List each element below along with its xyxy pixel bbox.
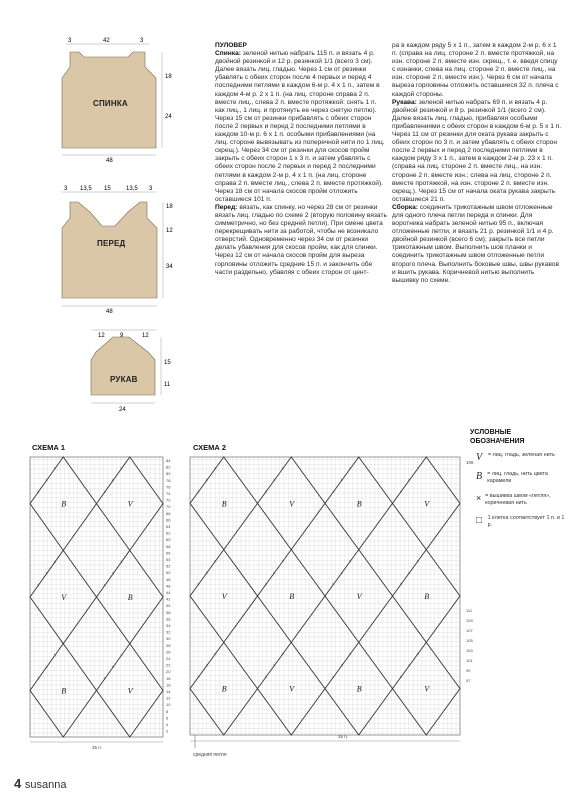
- embroidery-mark: ×: [196, 675, 200, 681]
- chart1-row-number: 10: [166, 702, 171, 708]
- embroidery-mark: ×: [36, 583, 40, 589]
- embroidery-mark: ×: [331, 582, 335, 588]
- legend-sym-b: B: [476, 471, 483, 482]
- embroidery-mark: ×: [340, 478, 344, 484]
- legend-sym-x: ×: [476, 493, 482, 503]
- chart2-row-number: 107: [466, 628, 473, 633]
- front-dim-seg3: 15: [104, 186, 111, 192]
- chart1-row-number: 12: [166, 695, 171, 701]
- chart1-row-number: 44: [166, 590, 171, 595]
- chart1-row-number: 4: [166, 722, 169, 727]
- embroidery-mark: ×: [205, 571, 209, 577]
- embroidery-mark: ×: [111, 572, 115, 578]
- embroidery-mark: ×: [196, 490, 200, 496]
- chart-symbol: B: [221, 499, 227, 509]
- sleeve-dim-t2: 9: [120, 333, 124, 339]
- back-dim-top-right: 3: [140, 38, 144, 44]
- sleeve-dim-side-a: 15: [164, 360, 171, 366]
- chart1-row-number: 2: [166, 728, 169, 734]
- chart1-row-number: 40: [166, 603, 171, 609]
- chart1-row-number: 20: [166, 669, 171, 675]
- embroidery-mark: ×: [264, 675, 268, 681]
- sleeve-dim-bottom: 24: [119, 407, 126, 413]
- chart2-width-label: 35 п.: [338, 734, 348, 739]
- chart1-row-number: 48: [166, 576, 171, 582]
- para-front: Перед: вязать, как спинку, но через 28 см от резинки вязать лиц. гладью по схеме 2 (вторую половину вязать симметрично, но без средней петли). При смене цвета перекрещивать нити за работой, чтобы не возникало отверстий. Одновременно через 34 см от резинки делать убавления для скосов пройм, как для спинки. Через 12 см от начала скосов пройм для выреза горловины отложить средние 15 п. и закончить обе части раздельно, убавляя с обеих сторон от цент-: [215, 203, 387, 276]
- embroidery-mark: ×: [213, 467, 217, 473]
- chart1-row-number: 50: [166, 570, 171, 576]
- chart1-row-number: 62: [166, 530, 171, 536]
- chart2-row-number: 97: [466, 678, 471, 683]
- chart2-row-number: 105: [466, 638, 473, 643]
- text-column-1: [215, 42, 387, 277]
- embroidery-mark: ×: [36, 677, 40, 683]
- page-number: 4: [14, 776, 22, 791]
- sleeve-dim-t1: 12: [98, 333, 105, 339]
- chart1-row-number: 74: [166, 491, 171, 496]
- chart-symbol: B: [356, 684, 362, 694]
- embroidery-mark: ×: [272, 571, 276, 577]
- back-dim-top-mid: 42: [103, 38, 110, 44]
- embroidery-mark: ×: [45, 665, 48, 671]
- chart-symbol: B: [61, 499, 67, 509]
- embroidery-mark: ×: [331, 490, 335, 496]
- chart1-row-number: 30: [166, 636, 171, 642]
- embroidery-mark: ×: [272, 664, 276, 669]
- embroidery-mark: ×: [348, 652, 352, 658]
- chart2-row-number: 101: [466, 658, 473, 663]
- embroidery-mark: ×: [53, 653, 57, 659]
- embroidery-mark: ×: [348, 559, 352, 565]
- chart-symbol: B: [424, 592, 430, 601]
- embroidery-mark: ×: [196, 582, 200, 588]
- embroidery-mark: ×: [340, 571, 344, 577]
- chart-symbol: V: [289, 499, 295, 509]
- embroidery-mark: ×: [399, 675, 403, 681]
- chart1-row-number: 6: [166, 715, 169, 721]
- legend-item-embroidery: × = вышивка швом «петля», коричневая нить: [476, 493, 551, 506]
- chart1-row-number: 34: [166, 623, 171, 628]
- legend-item-green: V = лиц. гладь, зеленая нить: [476, 452, 555, 463]
- front-dim-seg2: 13,5: [80, 186, 92, 192]
- embroidery-mark: ×: [416, 467, 420, 473]
- front-dim-side-a: 18: [166, 204, 173, 210]
- chart1-row-number: 16: [166, 682, 171, 688]
- chart-symbol: V: [424, 499, 430, 509]
- embroidery-mark: ×: [340, 664, 344, 669]
- legend-title: УСЛОВНЫЕ ОБОЗНАЧЕНИЯ: [470, 429, 525, 445]
- center-stitch-label: средняя петля: [193, 752, 227, 758]
- embroidery-mark: ×: [103, 583, 107, 589]
- front-schematic: [62, 186, 173, 315]
- embroidery-mark: ×: [281, 652, 285, 658]
- chart-symbol: V: [61, 593, 67, 602]
- chart1-row-number: 24: [166, 656, 171, 661]
- embroidery-mark: ×: [53, 560, 57, 566]
- embroidery-mark: ×: [348, 467, 352, 473]
- chart2-row-number: 111: [466, 608, 473, 613]
- legend: [476, 452, 568, 529]
- para-sleeves: Рукава: зеленой нитью набрать 69 п. и вязать 4 р. двойной резинкой и 8 р. резинкой 1/1 (всего 2 см). Далее вязать лиц. гладью, прибавляя особыми прибавлениями с обеих сторон в каждом 6-м р. 5 х 1 п. Через 11 см от резинки для оката рукава закрыть с обеих сторон по 3 п. и затем убавлять с обеих сторон после 2 первых и перед 2 последними петлями в каждом ряду 3 х 1 п., затем в каждом 2-м р. 23 х 1 п. (справа на лиц. стороне 2 п. вместе лиц., на изн. стороне 2 п. вместе изн.; слева на лиц. стороне 2 п. вместе протяжкой, на изн. стороне 2 п. вместе изн. скрещ.). Через 15 см от начала оката рукава закрыть оставшиеся 21 п.: [392, 98, 562, 203]
- embroidery-mark: ×: [281, 559, 285, 565]
- embroidery-mark: ×: [111, 665, 115, 671]
- front-dim-bottom: 48: [106, 309, 113, 315]
- chart-symbol: V: [356, 592, 362, 601]
- embroidery-mark: ×: [111, 478, 115, 484]
- chart-symbol: B: [61, 686, 67, 696]
- embroidery-mark: ×: [213, 652, 217, 658]
- chart-symbol: B: [356, 499, 362, 509]
- chart2-row-number: 99: [466, 668, 471, 673]
- chart1-row-number: 46: [166, 583, 171, 589]
- para-assembly: Сборка: соединить трикотажным швом отложенные для одного плеча петли переда и спинки. Для воротника набрать зеленой нитью 95 п., включая отложенные петли, и вязать 21 р. резинкой 1/1 и 4 р. двойной резинкой (всего 6 см); закрыть все петли трикотажным швом. Выполнить шов планки и соединить трикотажным швом отложенные петли второго плеча. Выполнить боковые швы, швы рукавов и вшить рукава. Коричневой нитью выполнить вышивку по схеме.: [392, 203, 559, 284]
- legend-sym-v: V: [476, 452, 483, 463]
- legend-item-caramel: B = лиц. гладь, нить цвета карамели: [476, 471, 548, 484]
- front-dim-seg4: 13,5: [126, 186, 138, 192]
- chart1-row-number: 78: [166, 477, 171, 483]
- chart1-row-number: 72: [166, 497, 171, 503]
- back-dim-top-left: 3: [68, 38, 72, 44]
- sleeve-dim-side-b: 11: [164, 382, 171, 388]
- sleeve-label: РУКАВ: [110, 375, 138, 384]
- sleeve-schematic: [91, 330, 171, 413]
- garment-schematics: [0, 0, 215, 420]
- chart1-row-number: 26: [166, 649, 171, 655]
- chart1-row-number: 68: [166, 510, 171, 516]
- footer: [14, 776, 66, 791]
- chart1-row-number: 28: [166, 642, 171, 648]
- chart1-row-number: 70: [166, 504, 171, 510]
- chart1-row-number: 18: [166, 675, 171, 681]
- brand: susanna: [24, 779, 67, 791]
- chart-symbol: V: [127, 499, 133, 509]
- embroidery-mark: ×: [264, 490, 268, 496]
- embroidery-mark: ×: [272, 478, 276, 484]
- embroidery-mark: ×: [45, 478, 48, 484]
- front-dim-side-c: 34: [166, 264, 173, 270]
- chart-symbol: V: [289, 684, 295, 694]
- embroidery-mark: ×: [416, 559, 420, 565]
- chart-symbol: V: [127, 686, 133, 696]
- title: ПУЛОВЕР: [215, 42, 247, 49]
- back-label: СПИНКА: [93, 99, 128, 108]
- embroidery-mark: ×: [36, 490, 40, 496]
- embroidery-mark: ×: [103, 490, 107, 496]
- chart1-row-number: 52: [166, 563, 171, 569]
- chart-symbol: B: [289, 592, 295, 601]
- embroidery-mark: ×: [416, 652, 420, 658]
- chart1-row-number: 84: [166, 458, 171, 463]
- chart1-row-number: 64: [166, 524, 171, 529]
- embroidery-mark: ×: [281, 467, 285, 473]
- chart2-row-number: 103: [466, 648, 473, 653]
- para-neck: ра в каждом ряду 5 х 1 п., затем в каждом 2-м р. 6 х 1 п. (справа на лиц. стороне 2 п. вместе протяжкой, на изн. стороне 2 п. вместе изн. скрещ., т. е. введя спицу с изнанки, слева на лиц. стороне 2 п. вместе лиц., на изн. стороне 2 п. вместе изн.). Через 6 см от начала выреза горловины отложить оставшиеся 32 п. плеча с каждой стороны.: [392, 42, 559, 98]
- embroidery-mark: ×: [407, 664, 411, 669]
- embroidery-mark: ×: [399, 490, 403, 496]
- chart-symbol: B: [221, 684, 227, 694]
- embroidery-mark: ×: [213, 559, 217, 565]
- back-schematic: [62, 38, 172, 164]
- chart1-row-number: 60: [166, 537, 171, 543]
- chart1-row-number: 80: [166, 471, 171, 477]
- chart1-row-number: 66: [166, 517, 171, 523]
- chart1-row-number: 56: [166, 550, 171, 556]
- embroidery-mark: ×: [119, 560, 123, 566]
- embroidery-mark: ×: [205, 664, 209, 669]
- chart-symbol: V: [424, 684, 430, 694]
- chart1-row-number: 36: [166, 616, 171, 622]
- chart1-width-label: 35 п.: [92, 745, 102, 750]
- chart2-row-numbers: [466, 608, 473, 683]
- sleeve-dim-t3: 12: [142, 333, 149, 339]
- chart1-row-number: 22: [166, 662, 171, 668]
- chart2-title: СХЕМА 2: [193, 443, 227, 452]
- embroidery-mark: ×: [407, 571, 411, 577]
- embroidery-mark: ×: [53, 467, 57, 473]
- back-dim-bottom: 48: [106, 158, 113, 164]
- embroidery-mark: ×: [407, 478, 411, 484]
- front-dim-seg1: 3: [64, 186, 68, 192]
- embroidery-mark: ×: [205, 478, 209, 484]
- chart1-row-numbers: [166, 458, 171, 734]
- para-back: Спинка: зеленой нитью набрать 115 п. и вязать 4 р. двойной резинкой и 12 р. резинкой 1/1 (всего 3 см). Далее вязать лиц. гладью. Через 1 см от резинки убавлять с обеих сторон после 4 первых и перед 4 последними петлями в каждом 6-м р. 4 х 1 п., затем в каждом 4-м р. 2 х 1 п. (на лиц. стороне справа 2 п. вместе лиц., слева 2 п. вместе протяжкой: снять 1 п. как лиц., 1 лиц. и протянуть ее через снятую петлю). Через 15 см от резинки прибавлять с обеих сторон после 2 первых и перед 2 последними петлями в каждом 10-м р. 6 х 1 п. особыми прибавлениями (на лиц. стороне вывязывать из поперечной нити по 1 лиц. скрещ.). Через 34 см от резинки для скосов пройм закрыть с обеих сторон 1 х 3 п. и затем убавлять с обеих сторон после 2 первых и перед 2 последними петлями в каждом 2-м р. 4 х 1 п. (на лиц. стороне справа 2 п. вместе лиц., слева 2 п. вместе протяжкой). Через 18 см от начала скосов пройм отложить оставшиеся 101 п.: [215, 50, 385, 203]
- chart-symbol: B: [127, 593, 133, 602]
- embroidery-mark: ×: [331, 675, 335, 681]
- front-dim-seg5: 3: [149, 186, 153, 192]
- chart1-row-number: 42: [166, 596, 171, 602]
- embroidery-mark: ×: [119, 653, 123, 659]
- chart1-row-number: 54: [166, 557, 171, 562]
- text-column-2: [392, 42, 562, 285]
- chart2-row-number: 109: [466, 618, 473, 623]
- chart1-row-number: 14: [166, 689, 171, 694]
- embroidery-mark: ×: [399, 582, 403, 588]
- chart2-row-top: 106: [466, 460, 474, 465]
- embroidery-mark: ×: [119, 467, 123, 473]
- chart1-row-number: 82: [166, 464, 171, 470]
- chart1-title: СХЕМА 1: [32, 443, 66, 452]
- chart1-row-number: 76: [166, 484, 171, 490]
- chart-symbol: V: [221, 592, 227, 601]
- legend-item-cell: □ 1 клетка соответствует 1 п. и 1 р.: [476, 515, 565, 528]
- front-label: ПЕРЕД: [97, 239, 126, 248]
- back-dim-side-b: 24: [165, 114, 172, 120]
- chart1-row-number: 58: [166, 543, 171, 549]
- chart1-row-number: 38: [166, 609, 171, 615]
- embroidery-mark: ×: [45, 572, 48, 578]
- embroidery-mark: ×: [264, 582, 268, 588]
- chart1-row-number: 8: [166, 708, 169, 714]
- back-dim-side-a: 18: [165, 74, 172, 80]
- front-dim-side-b: 12: [166, 228, 173, 234]
- legend-sym-cell: □: [476, 515, 483, 526]
- chart1-row-number: 32: [166, 629, 171, 635]
- embroidery-mark: ×: [103, 677, 107, 683]
